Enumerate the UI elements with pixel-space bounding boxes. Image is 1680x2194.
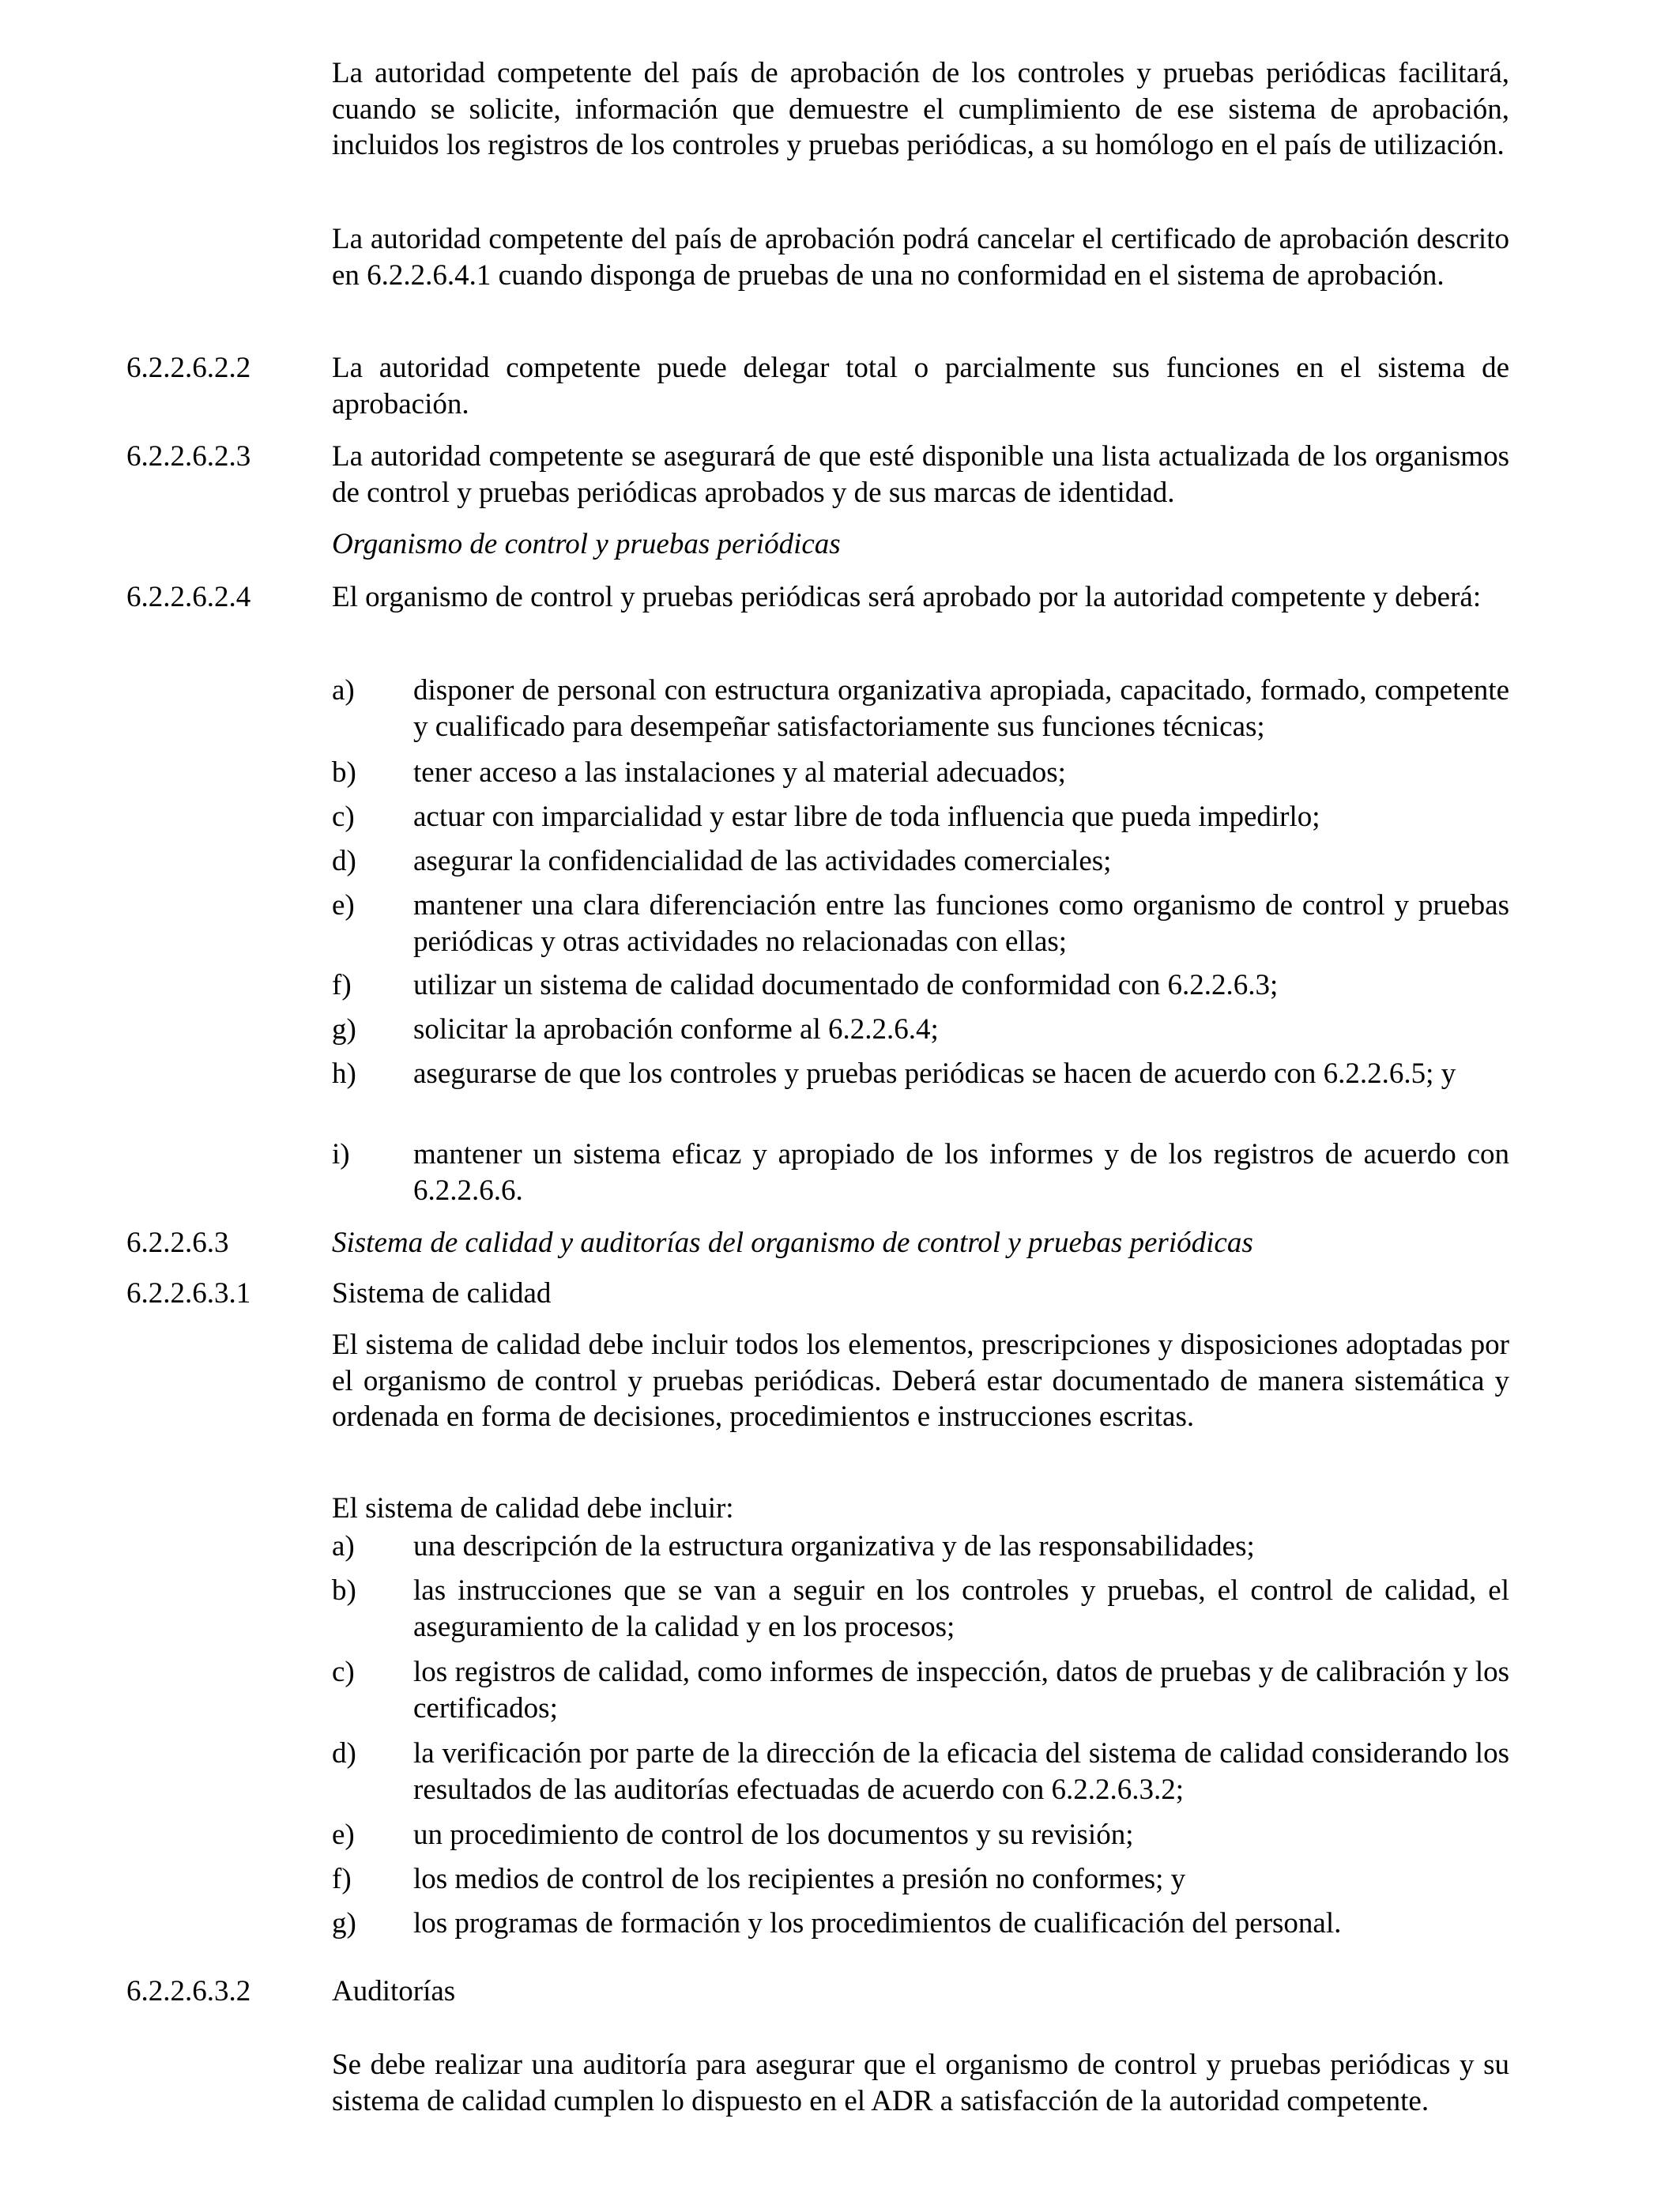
list-letter: b) (332, 756, 356, 789)
list-letter: c) (332, 801, 355, 833)
list-letter: g) (332, 1907, 356, 1940)
section-title-6-2-2-6-3-2: Auditorías (332, 1975, 456, 2007)
section-intro-6-2-2-6-2-4: El organismo de control y pruebas periódicas será aprobado por la autoridad competente y deberá: (332, 581, 1482, 613)
list-letter: a) (332, 674, 355, 707)
list-text: un procedimiento de control de los documentos y su revisión; (413, 1819, 1134, 1851)
list-text: mantener una clara diferenciación entre las funciones como organismo de control y pruebas periódicas y otras actividades no relacionadas con ellas; (413, 889, 1509, 958)
list-letter: e) (332, 1819, 355, 1851)
list-text: la verificación por parte de la dirección de la eficacia del sistema de calidad considerando los resultados de las auditorías efectuadas de acuerdo con 6.2.2.6.3.2; (413, 1737, 1509, 1806)
list-letter: g) (332, 1013, 356, 1046)
list-text: las instrucciones que se van a seguir en los controles y pruebas, el control de calidad, el aseguramiento de la calidad y en los procesos; (413, 1574, 1509, 1643)
section-number-6-2-2-6-3-1: 6.2.2.6.3.1 (126, 1277, 251, 1310)
list-letter: c) (332, 1656, 355, 1688)
list-text: mantener un sistema eficaz y apropiado de los informes y de los registros de acuerdo con 6.2.2.6.6. (413, 1138, 1509, 1207)
list-letter: h) (332, 1057, 356, 1090)
list-text: asegurarse de que los controles y pruebas periódicas se hacen de acuerdo con 6.2.2.6.5; y (413, 1057, 1456, 1090)
list-text: asegurar la confidencialidad de las actividades comerciales; (413, 845, 1112, 877)
list-text: los registros de calidad, como informes de inspección, datos de pruebas y de calibración y los certificados; (413, 1656, 1509, 1725)
list-text: los medios de control de los recipientes a presión no conformes; y (413, 1863, 1186, 1895)
list-letter: f) (332, 969, 352, 1001)
list-letter: f) (332, 1863, 352, 1895)
list-letter: a) (332, 1530, 355, 1563)
list-text: los programas de formación y los procedimientos de cualificación del personal. (413, 1907, 1342, 1940)
paragraph-country-of-approval: La autoridad competente del país de aprobación de los controles y pruebas periódicas facilitará, cuando se solicite, información que demuestre el cumplimiento de ese sistema de aprobación, incluidos los registros de los controles y pruebas periódicas, a su homólogo en el país de utilización. (332, 57, 1509, 161)
section-number-6-2-2-6-2-3: 6.2.2.6.2.3 (126, 440, 251, 473)
section-number-6-2-2-6-3-2: 6.2.2.6.3.2 (126, 1975, 251, 2007)
list-letter: b) (332, 1574, 356, 1607)
list-text: solicitar la aprobación conforme al 6.2.2.6.4; (413, 1013, 939, 1046)
section-text-6-2-2-6-2-3: La autoridad competente se asegurará de que esté disponible una lista actualizada de los organismos de control y pruebas periódicas aprobados y de sus marcas de identidad. (332, 440, 1509, 509)
section-number-6-2-2-6-2-2: 6.2.2.6.2.2 (126, 352, 251, 384)
section-number-6-2-2-6-3: 6.2.2.6.3 (126, 1227, 229, 1259)
paragraph-cancel-certificate: La autoridad competente del país de aprobación podrá cancelar el certificado de aprobación descrito en 6.2.2.6.4.1 cuando disponga de pruebas de una no conformidad en el sistema de aprobación. (332, 223, 1509, 292)
list-letter: e) (332, 889, 355, 922)
list-text: actuar con imparcialidad y estar libre de toda influencia que pueda impedirlo; (413, 801, 1320, 833)
quality-system-paragraph: El sistema de calidad debe incluir todos los elementos, prescripciones y disposiciones adoptadas por el organismo de control y pruebas periódicas. Deberá estar documentado de manera sistemática y ordenada en forma de decisiones, procedimientos e instrucciones escritas. (332, 1329, 1509, 1433)
section-text-6-2-2-6-2-2: La autoridad competente puede delegar total o parcialmente sus funciones en el sistema de aprobación. (332, 352, 1509, 420)
list-text: utilizar un sistema de calidad documentado de conformidad con 6.2.2.6.3; (413, 969, 1279, 1001)
audit-paragraph: Se debe realizar una auditoría para asegurar que el organismo de control y pruebas periódicas y su sistema de calidad cumplen lo dispuesto en el ADR a satisfacción de la autoridad competente. (332, 2049, 1509, 2117)
list-letter: d) (332, 1737, 356, 1770)
list-text: una descripción de la estructura organizativa y de las responsabilidades; (413, 1530, 1255, 1563)
section-title-6-2-2-6-3: Sistema de calidad y auditorías del organismo de control y pruebas periódicas (332, 1227, 1253, 1259)
list-letter: d) (332, 845, 356, 877)
list-text: tener acceso a las instalaciones y al material adecuados; (413, 756, 1066, 789)
heading-organismo: Organismo de control y pruebas periódicas (332, 528, 841, 560)
section-title-6-2-2-6-3-1: Sistema de calidad (332, 1277, 552, 1310)
list-letter: i) (332, 1138, 350, 1171)
list-text: disponer de personal con estructura organizativa apropiada, capacitado, formado, competente y cualificado para desempeñar satisfactoriamente sus funciones técnicas; (413, 674, 1509, 743)
quality-system-intro: El sistema de calidad debe incluir: (332, 1492, 734, 1525)
section-number-6-2-2-6-2-4: 6.2.2.6.2.4 (126, 581, 251, 613)
